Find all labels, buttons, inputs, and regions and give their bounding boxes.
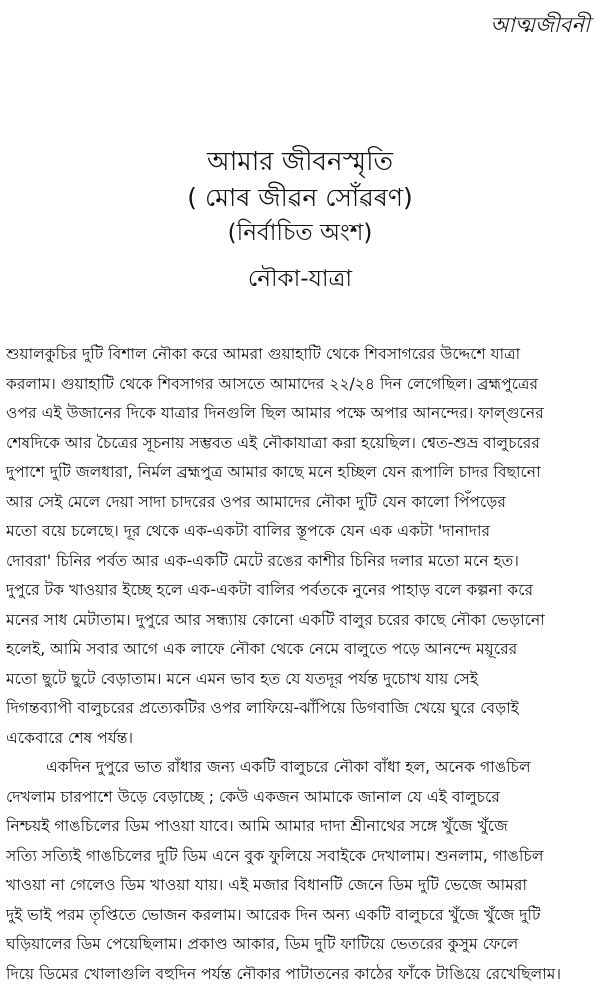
page-title: আমার জীবনস্মৃতি bbox=[206, 147, 394, 177]
body-line: দুপাশে দুটি জলধারা, নির্মল ব্রহ্মপুত্র আমার কাছে মনে হচ্ছিল যেন রূপালি চাদর বিছানো bbox=[6, 463, 541, 481]
body-line: হলেই, আমি সবার আগে এক লাফে নৌকা থেকে নেমে বালুতে পড়ে আনন্দে ময়ূরের bbox=[6, 640, 518, 658]
body-line: মতো বয়ে চলেছে। দূর থেকে এক-একটা বালির স্তূপকে যেন এক একটা 'দানাদার bbox=[6, 522, 491, 540]
body-line: দুপুরে টক খাওয়ার ইচ্ছে হলে এক-একটা বালির পর্বতকে নুনের পাহাড় বলে কল্পনা করে bbox=[6, 581, 534, 599]
title-block bbox=[0, 145, 600, 295]
body-line: মনের সাধ মেটাতাম। দুপুরে আর সন্ধ্যায় কোনো একটি বালুর চরের কাছে নৌকা ভেড়ানো bbox=[6, 610, 545, 629]
body-line: ওপর এই উজানের দিকে যাত্রার দিনগুলি ছিল আমার পক্ষে অপার আনন্দের। ফাল্গুনের bbox=[6, 404, 544, 422]
body-line: একদিন দুপুরে ভাত রাঁধার জন্য একটি বালুচরে নৌকা বাঁধা হল, অনেক গাঙচিল bbox=[46, 758, 531, 776]
body-line: খাওয়া না গেলেও ডিম খাওয়া যায়। এই মজার বিধানটি জেনে ডিম দুটি ভেজে আমরা bbox=[6, 876, 527, 894]
selection-note: (নির্বাচিত অংশ) bbox=[227, 220, 373, 246]
body-line: দেখলাম চারপাশে উড়ে বেড়াচ্ছে ; কেউ একজন আমাকে জানাল যে এই বালুচরে bbox=[6, 787, 500, 806]
body-line: আর সেই মেলে দেয়া সাদা চাদরের ওপর আমাদের নৌকা দুটি যেন কালো পিঁপড়ের bbox=[6, 492, 506, 511]
body-line: দুই ভাই পরম তৃপ্তিতে ভোজন করলাম। আরেক দিন অন্য একটি বালুচরে খুঁজে খুঁজে দুটি bbox=[6, 905, 541, 924]
body-line: ঘড়িয়ালের ডিম পেয়েছিলাম। প্রকাণ্ড আকার, ডিম দুটি ফাটিয়ে ভেতরের কুসুম ফেলে bbox=[6, 935, 519, 953]
page-subtitle: ( মোৰ জীৱন সোঁৱৰণ) bbox=[187, 183, 413, 212]
body-line: শেষদিকে আর চৈত্রের সূচনায় সম্ভবত এই নৌকাযাত্রা করা হয়েছিল। শ্বেত-শুভ্র বালুচরের bbox=[6, 433, 540, 452]
body-text bbox=[6, 340, 594, 989]
body-line: সত্যি সত্যিই গাঙচিলের দুটি ডিম এনে বুক ফুলিয়ে সবাইকে দেখালাম। শুনলাম, গাঙচিল bbox=[6, 846, 544, 865]
body-line: একেবারে শেষ পর্যন্ত। bbox=[6, 728, 134, 747]
body-line: মতো ছুটে ছুটে বেড়াতাম। মনে এমন ভাব হত যে যতদূর পর্যন্ত দুচোখ যায় সেই bbox=[6, 669, 479, 688]
section-heading: নৌকা-যাত্রা bbox=[247, 266, 353, 292]
running-header: আত্মজীবনী bbox=[490, 13, 590, 37]
body-line: করলাম। গুয়াহাটি থেকে শিবসাগর আসতে আমাদের ২২/২৪ দিন লেগেছিল। ব্রহ্মপুত্রের bbox=[6, 374, 539, 393]
body-line: শুয়ালকুচির দুটি বিশাল নৌকা করে আমরা গুয়াহাটি থেকে শিবসাগরের উদ্দেশে যাত্রা bbox=[6, 345, 521, 363]
body-line: দিয়ে ডিমের খোলাগুলি বহুদিন পর্যন্ত নৌকার পাটাতনের কাঠের ফাঁকে টাঙিয়ে রেখেছিলাম। bbox=[6, 964, 562, 983]
body-line: দোবরা' চিনির পর্বত আর এক-একটি মেটে রঙের কাশীর চিনির দলার মতো মনে হত। bbox=[6, 551, 519, 570]
body-line: দিগন্তব্যাপী বালুচরের প্রত্যেকটির ওপর লাফিয়ে-ঝাঁপিয়ে ডিগবাজি খেয়ে ঘুরে বেড়াই bbox=[6, 699, 519, 717]
body-line: নিশ্চয়ই গাঙচিলের ডিম পাওয়া যাবে। আমি আমার দাদা শ্রীনাথের সঙ্গে খুঁজে খুঁজে bbox=[6, 817, 508, 835]
